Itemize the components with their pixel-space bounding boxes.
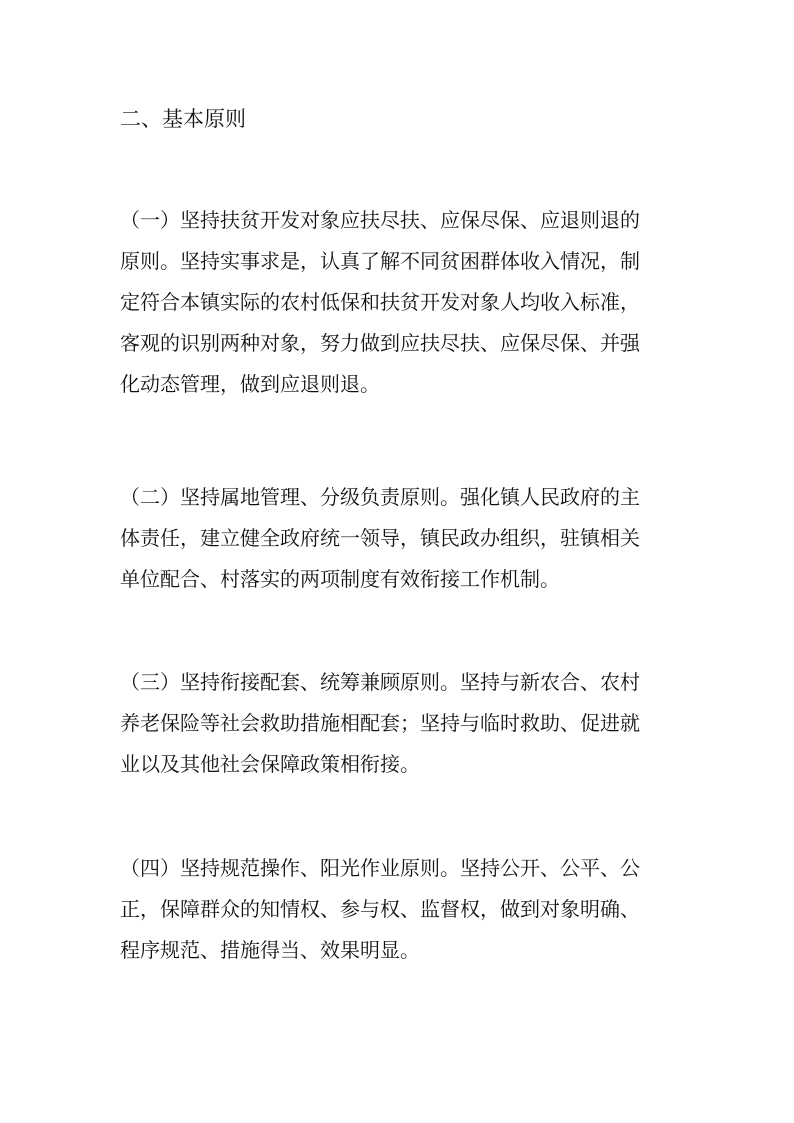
paragraph-1 — [120, 200, 700, 405]
paragraph-line: （四）坚持规范操作、阳光作业原则。坚持公开、公平、公 — [120, 856, 640, 880]
paragraph-line: 程序规范、措施得当、效果明显。 — [120, 938, 420, 962]
paragraph-2 — [120, 477, 700, 600]
paragraph-line: 客观的识别两种对象，努力做到应扶尽扶、应保尽保、并强 — [120, 331, 640, 355]
paragraph-line: （二）坚持属地管理、分级负责原则。强化镇人民政府的主 — [120, 485, 640, 509]
paragraph-line: （三）坚持衔接配套、统筹兼顾原则。坚持与新农合、农村 — [120, 670, 640, 694]
paragraph-line: 定符合本镇实际的农村低保和扶贫开发对象人均收入标准， — [120, 290, 640, 314]
paragraph-line: 原则。坚持实事求是，认真了解不同贫困群体收入情况，制 — [120, 249, 640, 273]
paragraph-line: 养老保险等社会救助措施相配套；坚持与临时救助、促进就 — [120, 711, 640, 735]
paragraph-3 — [120, 662, 700, 785]
paragraph-line: 体责任，建立健全政府统一领导，镇民政办组织，驻镇相关 — [120, 526, 640, 550]
paragraph-line: 正，保障群众的知情权、参与权、监督权，做到对象明确、 — [120, 897, 640, 921]
paragraph-line: 化动态管理，做到应退则退。 — [120, 372, 380, 396]
paragraph-line: 单位配合、村落实的两项制度有效衔接工作机制。 — [120, 567, 560, 591]
paragraph-line: （一）坚持扶贫开发对象应扶尽扶、应保尽保、应退则退的 — [120, 208, 640, 232]
section-heading: 二、基本原则 — [120, 107, 246, 131]
paragraph-4 — [120, 848, 700, 971]
paragraph-line: 业以及其他社会保障政策相衔接。 — [120, 752, 420, 776]
